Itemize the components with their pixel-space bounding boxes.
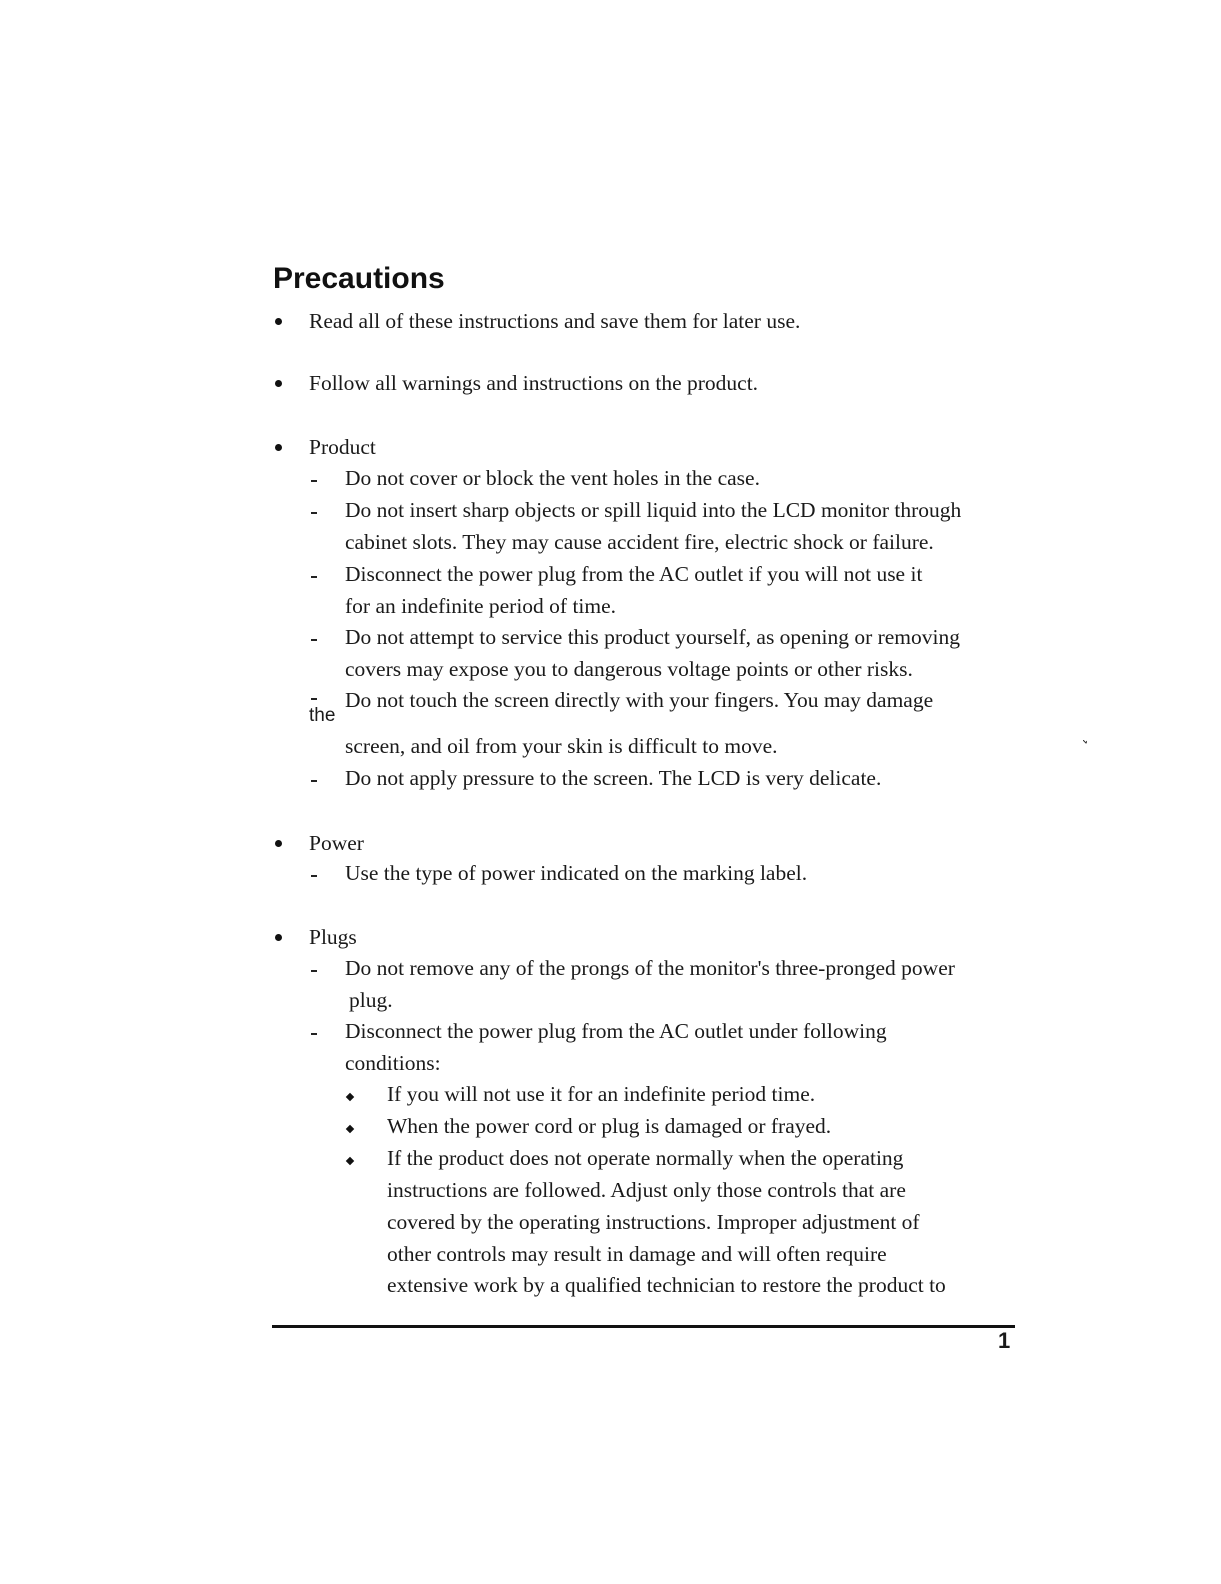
diamond-bullet-icon — [346, 1157, 354, 1165]
dash-icon — [311, 480, 317, 482]
scan-speck-icon — [1083, 740, 1087, 744]
page-title: Precautions — [273, 262, 445, 295]
condition-line: extensive work by a qualified technician to restore the product to — [387, 1273, 946, 1297]
product-item-line: covers may expose you to dangerous voltage points or other risks. — [345, 657, 913, 681]
bullet-read-instructions: Read all of these instructions and save them for later use. — [309, 309, 801, 333]
diamond-bullet-icon — [346, 1125, 354, 1133]
section-heading-plugs: Plugs — [309, 925, 357, 949]
condition-line: When the power cord or plug is damaged or frayed. — [387, 1114, 832, 1138]
dash-icon — [311, 639, 317, 641]
bullet-dot-icon — [275, 318, 282, 325]
dash-icon — [311, 576, 317, 578]
dash-icon — [311, 698, 317, 700]
condition-line: If the product does not operate normally when the operating — [387, 1146, 904, 1170]
product-item-line: Do not insert sharp objects or spill liquid into the LCD monitor through — [345, 498, 962, 522]
power-item-line: Use the type of power indicated on the marking label. — [345, 861, 808, 885]
product-item-line: cabinet slots. They may cause accident fire, electric shock or failure. — [345, 530, 934, 554]
diamond-bullet-icon — [346, 1093, 354, 1101]
product-item-line: Disconnect the power plug from the AC outlet if you will not use it — [345, 562, 923, 586]
bullet-follow-warnings: Follow all warnings and instructions on the product. — [309, 371, 759, 395]
dash-icon — [311, 780, 317, 782]
condition-line: If you will not use it for an indefinite period time. — [387, 1082, 816, 1106]
bullet-dot-icon — [275, 840, 282, 847]
section-heading-power: Power — [309, 831, 364, 855]
condition-line: other controls may result in damage and will often require — [387, 1242, 887, 1266]
bullet-dot-icon — [275, 444, 282, 451]
plugs-item-line: Disconnect the power plug from the AC outlet under following — [345, 1019, 887, 1043]
dash-icon — [311, 970, 317, 972]
bullet-dot-icon — [275, 934, 282, 941]
plugs-item-line: conditions: — [345, 1051, 441, 1075]
section-heading-product: Product — [309, 435, 376, 459]
dash-icon — [311, 512, 317, 514]
dash-icon — [311, 1033, 317, 1035]
bullet-dot-icon — [275, 380, 282, 387]
product-item-line: Do not cover or block the vent holes in the case. — [345, 466, 760, 490]
product-item-line: for an indefinite period of time. — [345, 594, 617, 618]
product-item-line: Do not attempt to service this product yourself, as opening or removing — [345, 625, 961, 649]
plugs-item-line: plug. — [349, 988, 393, 1012]
condition-line: instructions are followed. Adjust only those controls that are — [387, 1178, 906, 1202]
footer-divider — [272, 1325, 1015, 1328]
product-item-line: Do not touch the screen directly with your fingers. You may damage — [345, 688, 934, 712]
page-number: 1 — [998, 1328, 1011, 1353]
product-item-line: screen, and oil from your skin is difficult to move. — [345, 734, 778, 758]
stray-word: the — [309, 705, 336, 726]
product-item-line: Do not apply pressure to the screen. The LCD is very delicate. — [345, 766, 882, 790]
plugs-item-line: Do not remove any of the prongs of the monitor's three-pronged power — [345, 956, 955, 980]
condition-line: covered by the operating instructions. Improper adjustment of — [387, 1210, 920, 1234]
dash-icon — [311, 875, 317, 877]
